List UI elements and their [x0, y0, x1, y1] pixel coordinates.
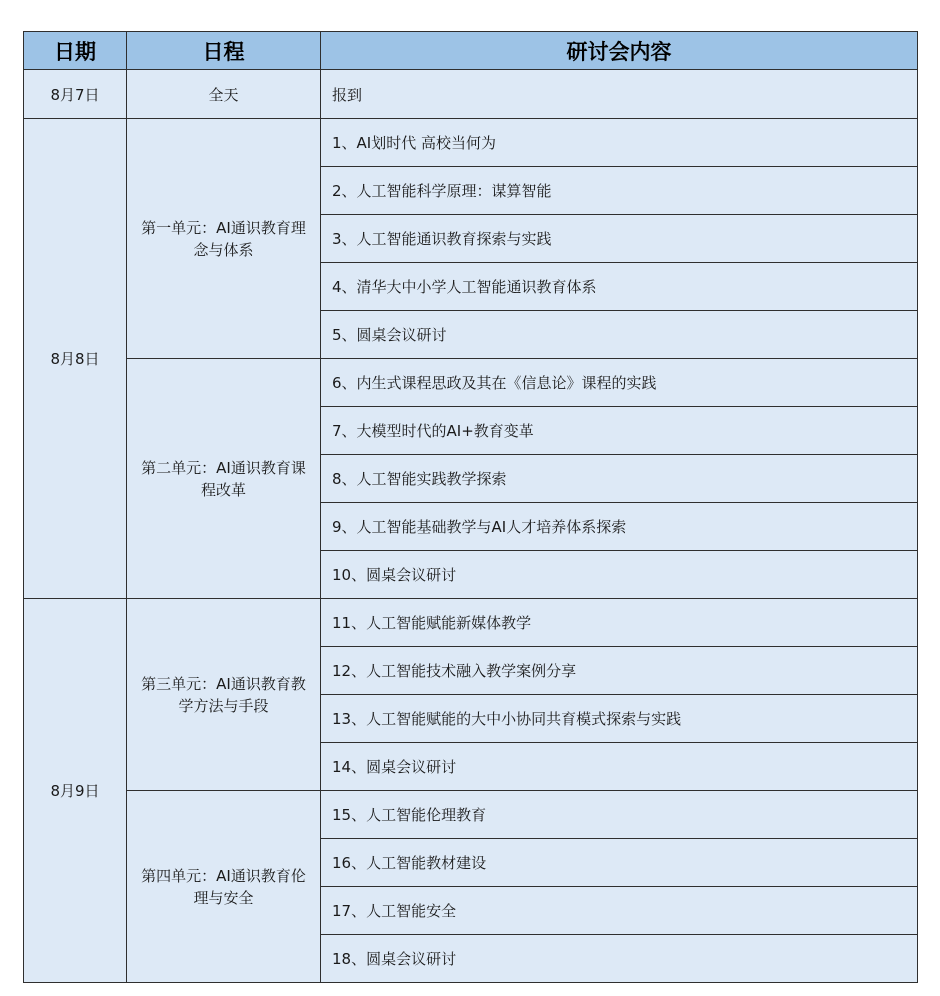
content-cell: 14、圆桌会议研讨	[321, 743, 918, 791]
date-cell: 8月9日	[24, 599, 127, 983]
schedule-cell: 全天	[127, 70, 321, 119]
schedule-table	[23, 31, 918, 983]
date-cell: 8月7日	[24, 70, 127, 119]
unit-cell	[127, 119, 321, 359]
content-cell: 4、清华大中小学人工智能通识教育体系	[321, 263, 918, 311]
header-content: 研讨会内容	[321, 32, 918, 70]
unit-cell	[127, 791, 321, 983]
content-cell: 8、人工智能实践教学探索	[321, 455, 918, 503]
header-date: 日期	[24, 32, 127, 70]
date-cell: 8月8日	[24, 119, 127, 599]
content-cell: 6、内生式课程思政及其在《信息论》课程的实践	[321, 359, 918, 407]
content-cell: 报到	[321, 70, 918, 119]
content-cell: 12、人工智能技术融入教学案例分享	[321, 647, 918, 695]
table-row	[24, 359, 918, 407]
content-cell: 10、圆桌会议研讨	[321, 551, 918, 599]
content-cell: 17、人工智能安全	[321, 887, 918, 935]
content-cell: 7、大模型时代的AI+教育变革	[321, 407, 918, 455]
content-cell: 18、圆桌会议研讨	[321, 935, 918, 983]
unit-title: 第一单元：AI通识教育理念与体系	[141, 218, 306, 259]
table-row	[24, 791, 918, 839]
content-cell: 3、人工智能通识教育探索与实践	[321, 215, 918, 263]
content-cell: 5、圆桌会议研讨	[321, 311, 918, 359]
content-cell: 16、人工智能教材建设	[321, 839, 918, 887]
unit-title: 第三单元：AI通识教育教学方法与手段	[141, 674, 306, 715]
unit-cell	[127, 359, 321, 599]
unit-title: 第四单元：AI通识教育伦理与安全	[141, 866, 306, 907]
unit-cell	[127, 599, 321, 791]
content-cell: 2、人工智能科学原理：谋算智能	[321, 167, 918, 215]
table-row	[24, 70, 918, 119]
content-cell: 1、AI划时代 高校当何为	[321, 119, 918, 167]
content-cell: 11、人工智能赋能新媒体教学	[321, 599, 918, 647]
content-cell: 9、人工智能基础教学与AI人才培养体系探索	[321, 503, 918, 551]
header-schedule: 日程	[127, 32, 321, 70]
content-cell: 13、人工智能赋能的大中小协同共育模式探索与实践	[321, 695, 918, 743]
header-row	[24, 32, 918, 70]
table-row	[24, 119, 918, 167]
table-row	[24, 599, 918, 647]
content-cell: 15、人工智能伦理教育	[321, 791, 918, 839]
unit-title: 第二单元：AI通识教育课程改革	[141, 458, 306, 499]
